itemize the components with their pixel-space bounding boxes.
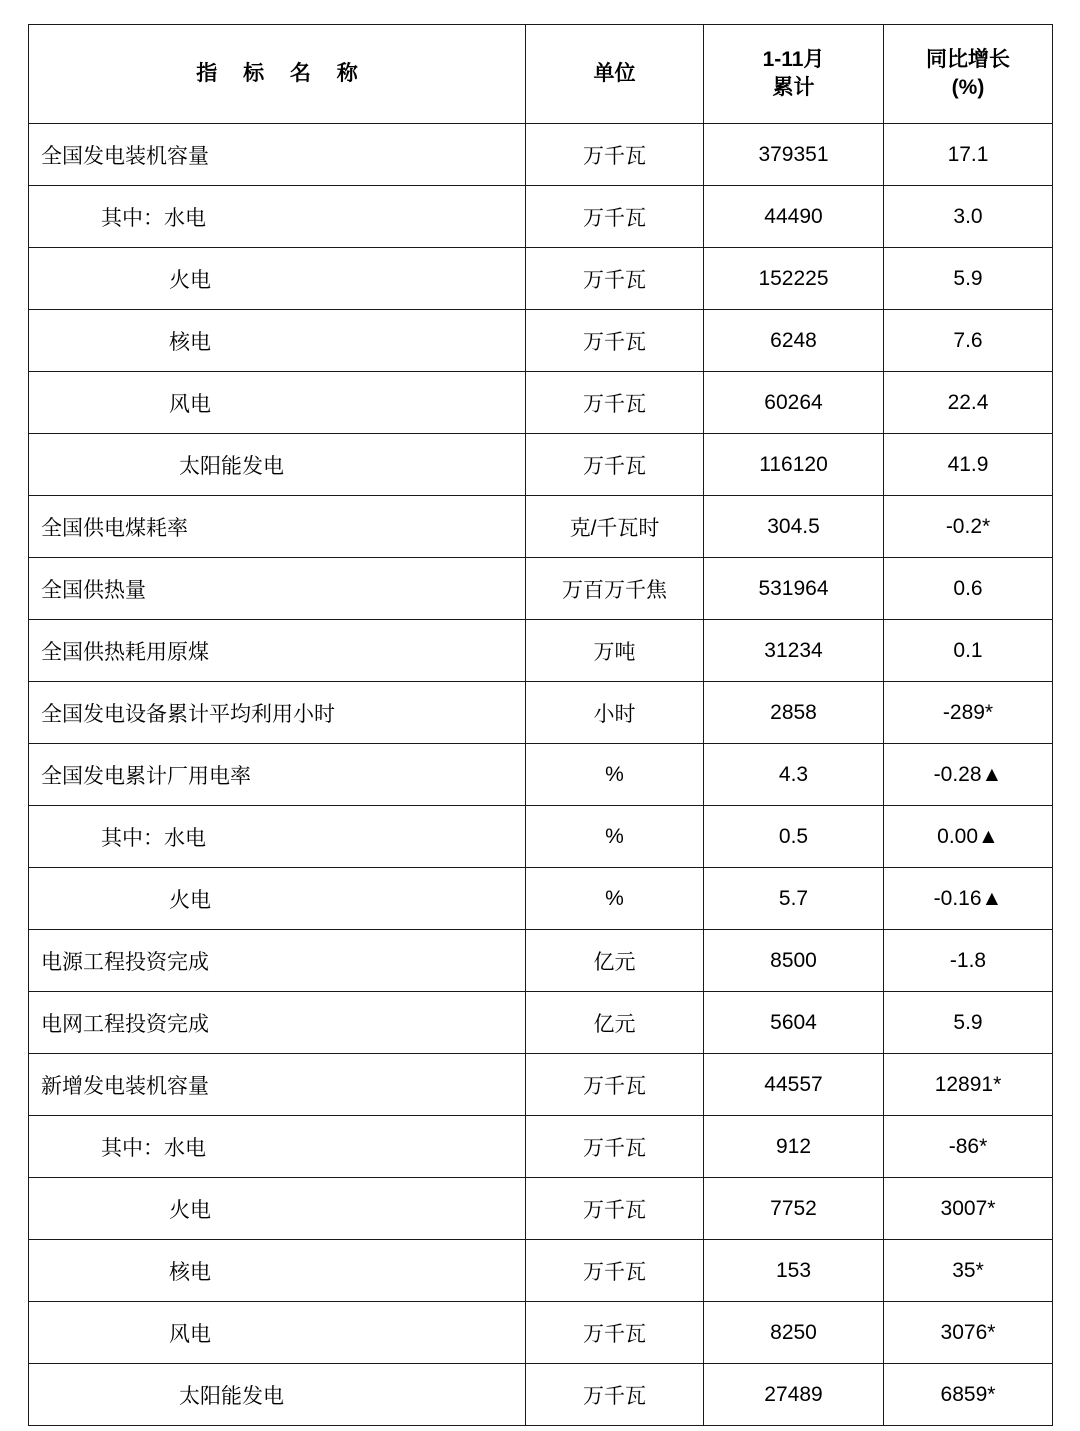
cell-unit: 万千瓦: [526, 1240, 704, 1302]
cell-growth-value: 3007*: [884, 1178, 1053, 1240]
cell-indicator-name: 全国发电装机容量: [29, 124, 526, 186]
cell-growth-value: 12891*: [884, 1054, 1053, 1116]
cell-indicator-name: 火电: [29, 248, 526, 310]
cell-unit: 万千瓦: [526, 372, 704, 434]
cell-cumulative-value: 2858: [704, 682, 884, 744]
cell-cumulative-value: 4.3: [704, 744, 884, 806]
table-row: [29, 186, 1053, 248]
cell-cumulative-value: 6248: [704, 310, 884, 372]
cell-growth-value: 3.0: [884, 186, 1053, 248]
table-row: [29, 992, 1053, 1054]
cell-indicator-name: 全国供电煤耗率: [29, 496, 526, 558]
cell-unit: 万百万千焦: [526, 558, 704, 620]
cell-cumulative-value: 304.5: [704, 496, 884, 558]
cell-indicator-name: 太阳能发电: [29, 434, 526, 496]
table-row: [29, 620, 1053, 682]
cell-cumulative-value: 5.7: [704, 868, 884, 930]
cell-cumulative-value: 60264: [704, 372, 884, 434]
table-header: [29, 25, 1053, 124]
cell-cumulative-value: 0.5: [704, 806, 884, 868]
cell-cumulative-value: 7752: [704, 1178, 884, 1240]
cell-unit: 万千瓦: [526, 186, 704, 248]
cell-cumulative-value: 912: [704, 1116, 884, 1178]
table-row: [29, 682, 1053, 744]
cell-indicator-name: 核电: [29, 1240, 526, 1302]
cell-indicator-name: 全国发电设备累计平均利用小时: [29, 682, 526, 744]
cell-indicator-name: 核电: [29, 310, 526, 372]
cell-unit: 亿元: [526, 930, 704, 992]
cell-unit: %: [526, 744, 704, 806]
cell-cumulative-value: 531964: [704, 558, 884, 620]
column-header-growth-line2: (%): [951, 76, 985, 99]
cell-growth-value: 6859*: [884, 1364, 1053, 1426]
cell-indicator-name: 火电: [29, 868, 526, 930]
cell-cumulative-value: 8500: [704, 930, 884, 992]
table-row: [29, 930, 1053, 992]
cell-unit: 万千瓦: [526, 1116, 704, 1178]
cell-unit: 克/千瓦时: [526, 496, 704, 558]
column-header-growth-line1: 同比增长: [926, 47, 1010, 71]
cell-growth-value: 0.6: [884, 558, 1053, 620]
cell-cumulative-value: 27489: [704, 1364, 884, 1426]
cell-indicator-name: 风电: [29, 1302, 526, 1364]
cell-growth-value: 7.6: [884, 310, 1053, 372]
cell-growth-value: 17.1: [884, 124, 1053, 186]
table-row: [29, 372, 1053, 434]
cell-growth-value: -0.28▲: [884, 744, 1053, 806]
cell-cumulative-value: 5604: [704, 992, 884, 1054]
cell-cumulative-value: 44557: [704, 1054, 884, 1116]
cell-indicator-name: 太阳能发电: [29, 1364, 526, 1426]
cell-growth-value: -1.8: [884, 930, 1053, 992]
column-header-indicator-name: 指 标 名 称: [29, 25, 526, 124]
column-header-cumulative-line2: 累计: [772, 76, 815, 99]
cell-growth-value: 5.9: [884, 248, 1053, 310]
column-header-cumulative: [704, 25, 884, 124]
cell-cumulative-value: 8250: [704, 1302, 884, 1364]
cell-growth-value: 0.1: [884, 620, 1053, 682]
column-header-cumulative-line1: 1-11月: [762, 47, 825, 71]
cell-indicator-name: 全国供热耗用原煤: [29, 620, 526, 682]
cell-growth-value: -289*: [884, 682, 1053, 744]
cell-indicator-name: 全国发电累计厂用电率: [29, 744, 526, 806]
cell-growth-value: 35*: [884, 1240, 1053, 1302]
cell-growth-value: 41.9: [884, 434, 1053, 496]
table-row: [29, 558, 1053, 620]
cell-cumulative-value: 44490: [704, 186, 884, 248]
cell-cumulative-value: 153: [704, 1240, 884, 1302]
column-header-growth: [884, 25, 1053, 124]
cell-unit: 万千瓦: [526, 248, 704, 310]
cell-indicator-name: 风电: [29, 372, 526, 434]
cell-unit: %: [526, 806, 704, 868]
cell-unit: 万千瓦: [526, 124, 704, 186]
table-row: [29, 868, 1053, 930]
cell-unit: 万千瓦: [526, 1178, 704, 1240]
cell-unit: 万千瓦: [526, 1364, 704, 1426]
cell-growth-value: 22.4: [884, 372, 1053, 434]
cell-cumulative-value: 379351: [704, 124, 884, 186]
cell-unit: 小时: [526, 682, 704, 744]
table-row: [29, 1364, 1053, 1426]
cell-indicator-name: 全国供热量: [29, 558, 526, 620]
cell-cumulative-value: 152225: [704, 248, 884, 310]
table-row: [29, 806, 1053, 868]
cell-indicator-name: 电网工程投资完成: [29, 992, 526, 1054]
cell-cumulative-value: 116120: [704, 434, 884, 496]
cell-growth-value: -0.2*: [884, 496, 1053, 558]
cell-unit: 万千瓦: [526, 1302, 704, 1364]
cell-growth-value: -0.16▲: [884, 868, 1053, 930]
cell-unit: %: [526, 868, 704, 930]
table-header-row: [29, 25, 1053, 124]
table-row: [29, 1178, 1053, 1240]
cell-indicator-name: 新增发电装机容量: [29, 1054, 526, 1116]
table-row: [29, 310, 1053, 372]
cell-growth-value: 3076*: [884, 1302, 1053, 1364]
cell-growth-value: 0.00▲: [884, 806, 1053, 868]
table-row: [29, 1302, 1053, 1364]
cell-indicator-name: 其中：水电: [29, 1116, 526, 1178]
table-row: [29, 124, 1053, 186]
table-row: [29, 496, 1053, 558]
table-row: [29, 1240, 1053, 1302]
column-header-unit: 单位: [526, 25, 704, 124]
power-statistics-table: [28, 24, 1053, 1426]
cell-indicator-name: 火电: [29, 1178, 526, 1240]
cell-indicator-name: 电源工程投资完成: [29, 930, 526, 992]
cell-unit: 亿元: [526, 992, 704, 1054]
table-row: [29, 1054, 1053, 1116]
cell-unit: 万吨: [526, 620, 704, 682]
table-row: [29, 744, 1053, 806]
cell-growth-value: -86*: [884, 1116, 1053, 1178]
table-row: [29, 248, 1053, 310]
cell-cumulative-value: 31234: [704, 620, 884, 682]
table-row: [29, 434, 1053, 496]
cell-growth-value: 5.9: [884, 992, 1053, 1054]
cell-unit: 万千瓦: [526, 310, 704, 372]
cell-unit: 万千瓦: [526, 1054, 704, 1116]
table-body: [29, 124, 1053, 1426]
cell-indicator-name: 其中：水电: [29, 186, 526, 248]
cell-indicator-name: 其中：水电: [29, 806, 526, 868]
cell-unit: 万千瓦: [526, 434, 704, 496]
table-row: [29, 1116, 1053, 1178]
